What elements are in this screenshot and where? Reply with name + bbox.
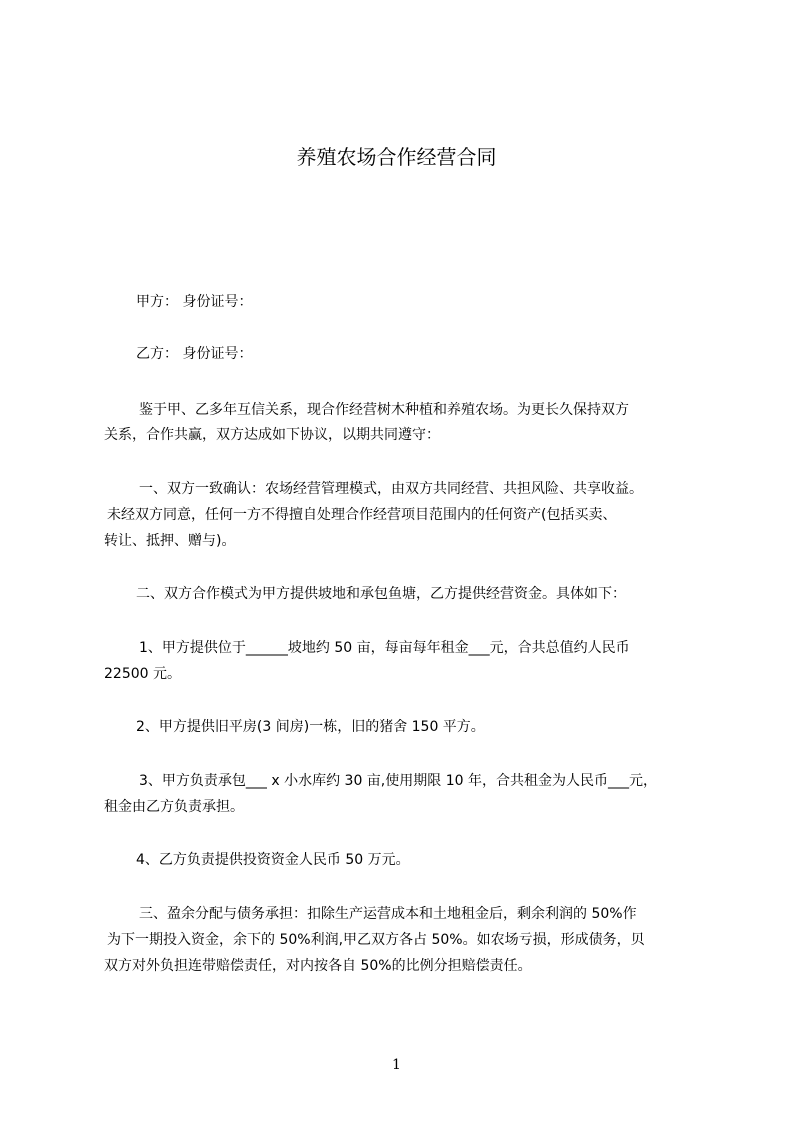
clause-3-line-1: 三、盈余分配与债务承担：扣除生产运营成本和土地租金后，剩余利润的 50%作 bbox=[139, 906, 637, 922]
clause-3-line-3: 双方对外负担连带赔偿责任，对内按各自 50%的比例分担赔偿责任。 bbox=[104, 958, 532, 974]
item-4-line: 4、乙方负责提供投资资金人民币 50 万元。 bbox=[136, 852, 410, 868]
clause-1-line-3: 转让、抵押、赠与)。 bbox=[104, 533, 236, 549]
item-3-line-1: 3、甲方负责承包___ x 小水库约 30 亩,使用期限 10 年，合共租金为人民币___元， bbox=[139, 773, 657, 789]
document-title: 养殖农场合作经营合同 bbox=[296, 145, 497, 169]
clause-1-line-2: 未经双方同意，任何一方不得擅自处理合作经营项目范围内的任何资产(包括买卖、 bbox=[107, 507, 617, 523]
item-1-line-2: 22500 元。 bbox=[104, 666, 181, 682]
item-3-line-2: 租金由乙方负责承担。 bbox=[104, 799, 244, 815]
clause-2-line: 二、双方合作模式为甲方提供坡地和承包鱼塘，乙方提供经营资金。具体如下： bbox=[136, 586, 626, 602]
page-number: 1 bbox=[392, 1057, 401, 1073]
party-a-line: 甲方： 身份证号： bbox=[136, 294, 253, 310]
party-b-line: 乙方： 身份证号： bbox=[136, 346, 253, 362]
clause-1-line-1: 一、双方一致确认：农场经营管理模式，由双方共同经营、共担风险、共享收益。 bbox=[139, 481, 643, 497]
preamble-line-1: 鉴于甲、乙多年互信关系，现合作经营树木种植和养殖农场。为更长久保持双方 bbox=[139, 402, 629, 418]
clause-3-line-2: 为下一期投入资金，余下的 50%利润,甲乙双方各占 50%。如农场亏损，形成债务，贝 bbox=[107, 932, 645, 948]
item-1-line-1: 1、甲方提供位于______坡地约 50 亩，每亩每年租金___元，合共总值约人民币 bbox=[139, 640, 630, 656]
preamble-line-2: 关系，合作共赢，双方达成如下协议，以期共同遵守： bbox=[104, 427, 440, 443]
item-2-line: 2、甲方提供旧平房(3 间房)一栋，旧的猪舍 150 平方。 bbox=[136, 719, 485, 735]
